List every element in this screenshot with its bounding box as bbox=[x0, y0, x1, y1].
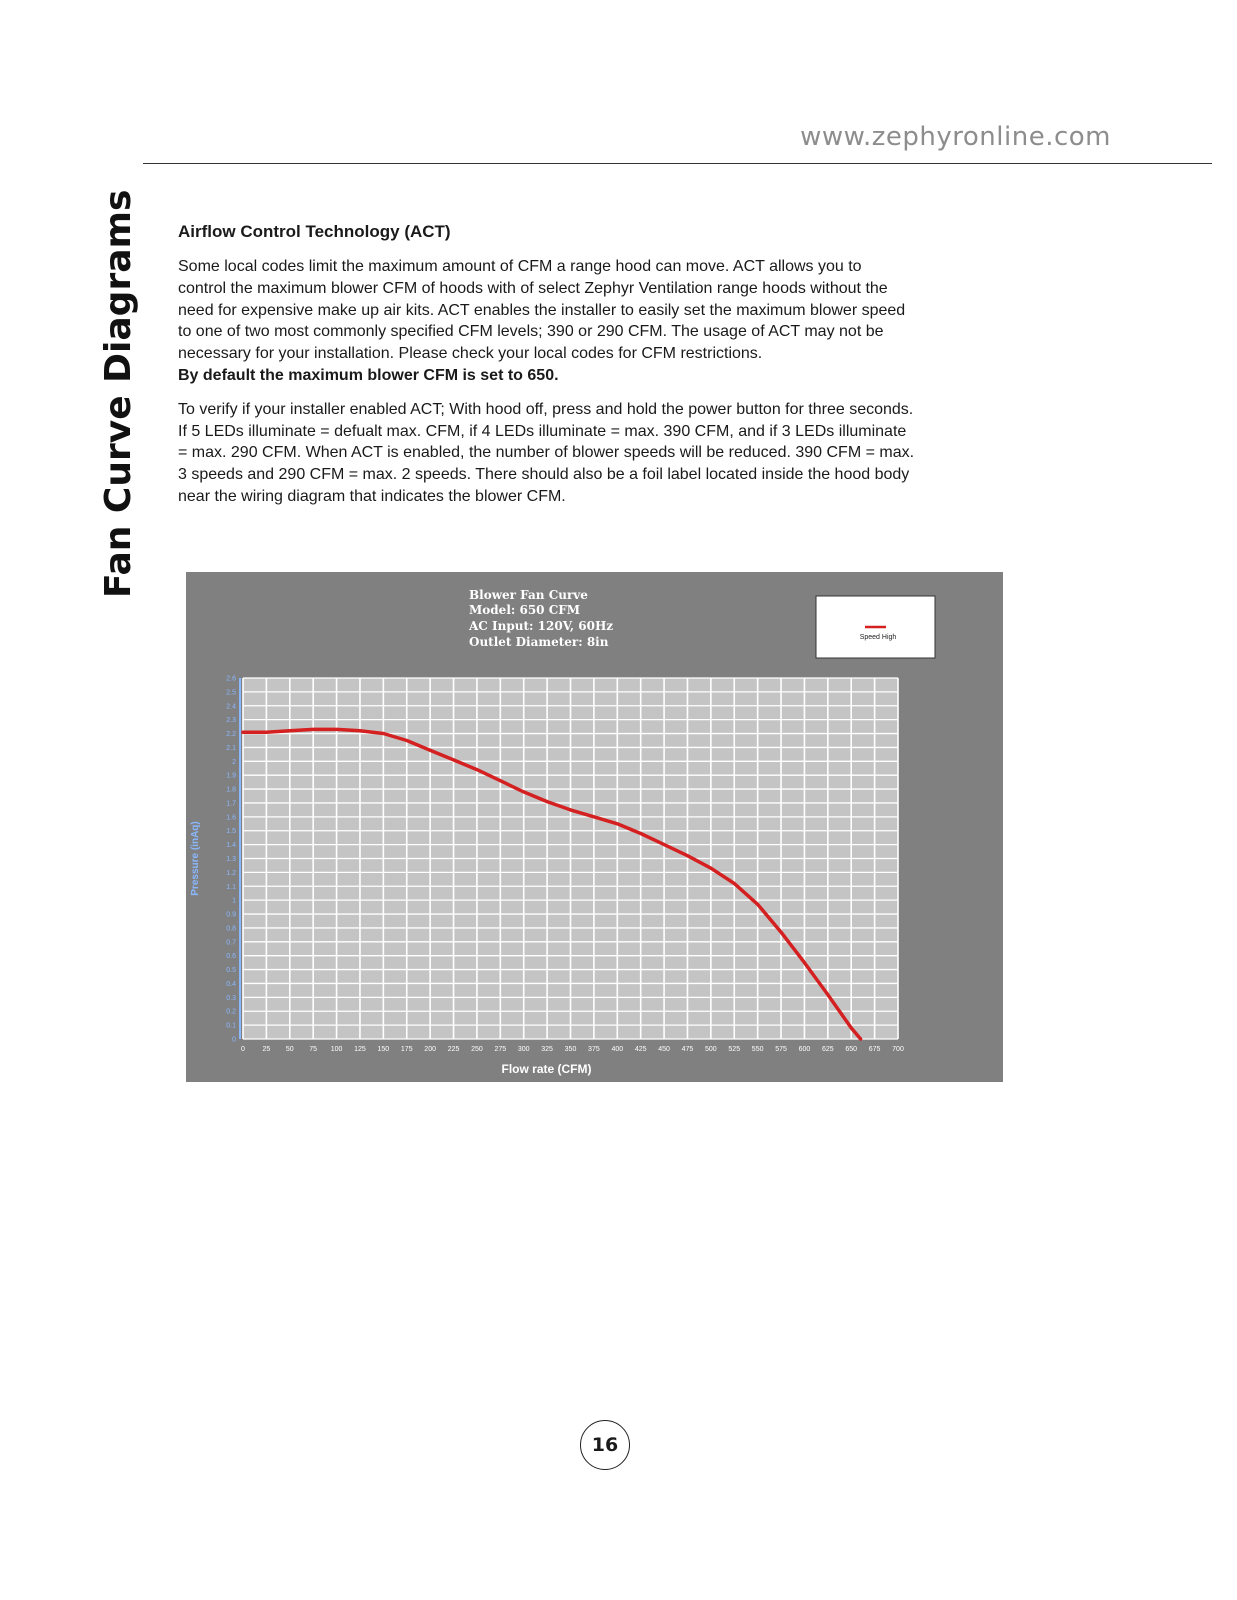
y-tick-label: 1.4 bbox=[226, 842, 236, 850]
y-tick-label: 1.2 bbox=[226, 869, 236, 877]
x-tick-label: 300 bbox=[517, 1046, 530, 1053]
y-tick-label: 2.2 bbox=[226, 731, 236, 739]
act-section bbox=[178, 222, 1008, 508]
section-side-title: Fan Curve Diagrams bbox=[98, 189, 139, 598]
y-axis-label: Pressure (inAq) bbox=[190, 821, 201, 896]
y-tick-label: 1.3 bbox=[226, 856, 236, 863]
paragraph-line: To verify if your installer enabled ACT; With hood off, press and hold the power button for three seconds. bbox=[178, 400, 914, 418]
y-tick-label: 1.8 bbox=[226, 786, 236, 794]
x-tick-label: 525 bbox=[728, 1046, 741, 1053]
section-heading: Airflow Control Technology (ACT) bbox=[178, 222, 451, 241]
x-tick-label: 150 bbox=[377, 1046, 390, 1053]
paragraph-act-verify bbox=[178, 399, 1008, 508]
y-tick-label: 2.5 bbox=[226, 689, 236, 697]
x-tick-label: 425 bbox=[634, 1046, 647, 1053]
y-tick-label: 1.6 bbox=[226, 814, 236, 822]
y-tick-label: 0.8 bbox=[226, 925, 236, 933]
x-tick-label: 575 bbox=[775, 1046, 787, 1053]
y-tick-label: 0.6 bbox=[226, 953, 236, 961]
x-tick-label: 250 bbox=[471, 1046, 483, 1053]
paragraph-line: If 5 LEDs illuminate = defualt max. CFM, if 4 LEDs illuminate = max. 390 CFM, and if 3 LEDs illuminate bbox=[178, 422, 907, 440]
y-tick-label: 1 bbox=[232, 897, 236, 905]
y-tick-label: 1.7 bbox=[226, 800, 236, 808]
x-tick-label: 0 bbox=[241, 1046, 245, 1053]
y-tick-label: 0 bbox=[232, 1036, 236, 1044]
x-tick-label: 25 bbox=[262, 1046, 271, 1053]
page-number-badge bbox=[580, 1420, 630, 1470]
blower-fan-curve-chart bbox=[186, 572, 1003, 1082]
y-tick-label: 2 bbox=[232, 758, 236, 766]
y-tick-label: 2.4 bbox=[226, 703, 236, 711]
x-tick-label: 550 bbox=[751, 1046, 764, 1053]
y-tick-label: 0.4 bbox=[226, 980, 236, 988]
x-tick-label: 75 bbox=[309, 1046, 318, 1053]
x-tick-label: 225 bbox=[447, 1046, 460, 1053]
paragraph-line: necessary for your installation. Please check your local codes for CFM restrictions. bbox=[178, 345, 763, 363]
x-tick-label: 275 bbox=[494, 1046, 507, 1053]
y-tick-label: 0.3 bbox=[226, 994, 236, 1002]
y-tick-label: 0.1 bbox=[226, 1022, 236, 1030]
paragraph-line: near the wiring diagram that indicates the blower CFM. bbox=[178, 487, 566, 505]
paragraph-line: = max. 290 CFM. When ACT is enabled, the number of blower speeds will be reduced. 390 CFM = max. bbox=[178, 444, 915, 462]
x-tick-label: 600 bbox=[798, 1046, 811, 1053]
paragraph-line: 3 speeds and 290 CFM = max. 2 speeds. There should also be a foil label located inside the hood body bbox=[178, 466, 910, 484]
x-tick-label: 50 bbox=[285, 1046, 294, 1053]
x-tick-labels bbox=[241, 1046, 904, 1053]
chart-title-line: Outlet Diameter: 8in bbox=[469, 635, 609, 649]
default-cfm-note: By default the maximum blower CFM is set to 650. bbox=[178, 366, 559, 384]
y-tick-label: 0.5 bbox=[226, 967, 236, 975]
header-divider bbox=[143, 163, 1212, 164]
y-tick-label: 2.3 bbox=[226, 717, 236, 725]
chart-title-line: Model: 650 CFM bbox=[469, 603, 581, 617]
x-tick-label: 650 bbox=[845, 1046, 858, 1053]
y-tick-label: 2.1 bbox=[226, 744, 236, 752]
paragraph-act-intro bbox=[178, 256, 1008, 365]
website-url[interactable]: www.zephyronline.com bbox=[800, 122, 1111, 152]
x-tick-label: 350 bbox=[564, 1046, 577, 1053]
x-tick-label: 700 bbox=[892, 1046, 904, 1053]
y-tick-label: 2.6 bbox=[226, 675, 236, 683]
x-tick-label: 675 bbox=[868, 1046, 881, 1053]
y-tick-label: 1.9 bbox=[226, 772, 236, 780]
chart-legend bbox=[816, 596, 935, 658]
y-tick-label: 1.5 bbox=[226, 828, 236, 836]
fan-curve-svg bbox=[186, 572, 1003, 1082]
x-tick-label: 450 bbox=[658, 1046, 670, 1053]
x-tick-label: 475 bbox=[681, 1046, 694, 1053]
legend-label: Speed High bbox=[859, 634, 897, 641]
x-tick-label: 625 bbox=[821, 1046, 834, 1053]
paragraph-line: Some local codes limit the maximum amount of CFM a range hood can move. ACT allows you to bbox=[178, 258, 862, 275]
y-tick-label: 0.7 bbox=[226, 939, 236, 947]
y-tick-label: 0.2 bbox=[226, 1008, 236, 1016]
x-tick-label: 200 bbox=[424, 1046, 436, 1053]
x-tick-label: 500 bbox=[705, 1046, 717, 1053]
y-tick-label: 1.1 bbox=[226, 883, 236, 891]
x-tick-label: 325 bbox=[541, 1046, 553, 1053]
x-tick-label: 175 bbox=[400, 1046, 413, 1053]
x-tick-label: 400 bbox=[611, 1046, 624, 1053]
page-number: 16 bbox=[591, 1434, 619, 1456]
x-tick-label: 375 bbox=[588, 1046, 600, 1053]
x-tick-label: 100 bbox=[330, 1046, 343, 1053]
paragraph-line: control the maximum blower CFM of hoods with of select Zephyr Ventilation range hoods without the bbox=[178, 279, 888, 297]
paragraph-line: to one of two most commonly specified CFM levels; 390 or 290 CFM. The usage of ACT may not be bbox=[178, 323, 884, 341]
chart-title-line: Blower Fan Curve bbox=[469, 588, 588, 602]
y-tick-label: 0.9 bbox=[226, 911, 236, 919]
paragraph-line: need for expensive make up air kits. ACT enables the installer to easily set the maximum blower speed bbox=[178, 301, 906, 319]
chart-title-line: AC Input: 120V, 60Hz bbox=[469, 619, 614, 633]
x-tick-label: 125 bbox=[354, 1046, 366, 1053]
x-axis-label: Flow rate (CFM) bbox=[501, 1062, 592, 1076]
